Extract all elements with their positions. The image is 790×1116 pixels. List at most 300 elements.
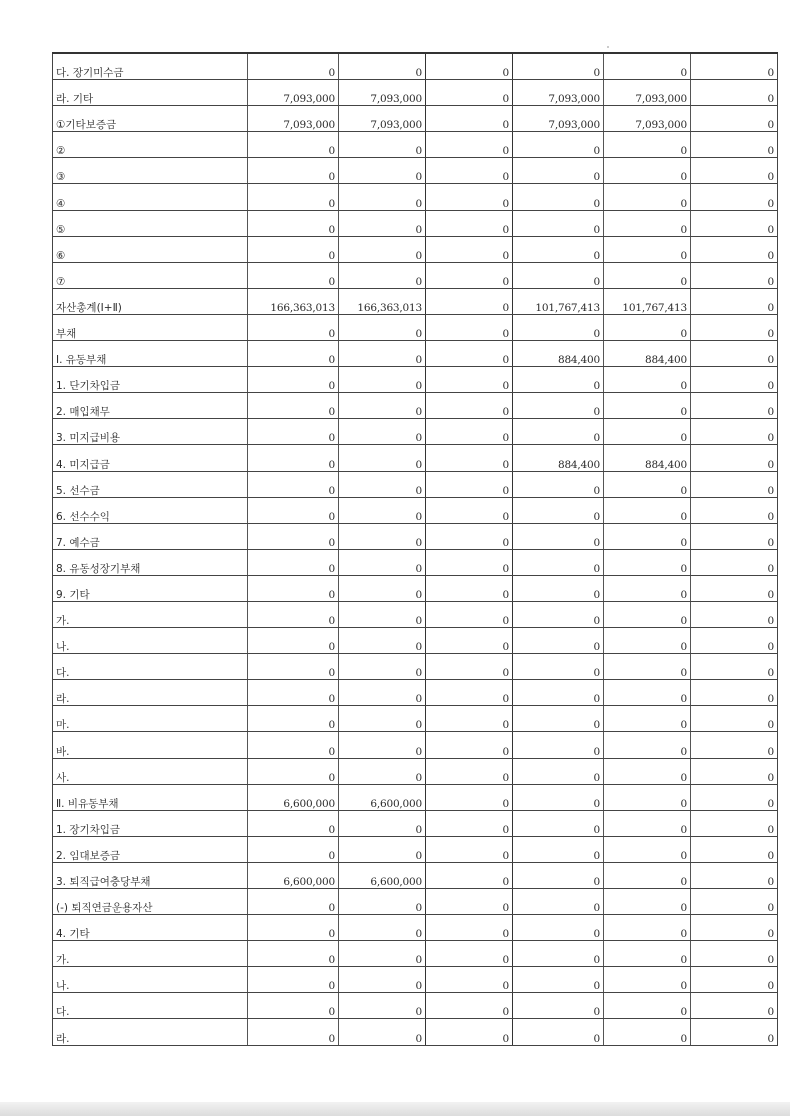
- amount-cell: 7,093,000: [248, 80, 339, 106]
- amount-cell: 0: [248, 419, 339, 445]
- row-label: ④: [53, 184, 248, 210]
- amount-cell: 0: [339, 523, 426, 549]
- amount-cell: 0: [691, 758, 778, 784]
- amount-cell: 0: [691, 1019, 778, 1045]
- amount-cell: 0: [604, 497, 691, 523]
- amount-cell: 0: [339, 341, 426, 367]
- row-label: 자산총계(Ⅰ+Ⅱ): [53, 288, 248, 314]
- table-row: [53, 549, 778, 575]
- table-row: [53, 80, 778, 106]
- amount-cell: 0: [513, 523, 604, 549]
- amount-cell: 0: [248, 732, 339, 758]
- scan-speck: [607, 46, 609, 48]
- amount-cell: 0: [339, 889, 426, 915]
- row-label: 나.: [53, 967, 248, 993]
- amount-cell: 0: [248, 915, 339, 941]
- amount-cell: 7,093,000: [604, 80, 691, 106]
- amount-cell: 0: [604, 262, 691, 288]
- amount-cell: 0: [339, 53, 426, 80]
- table-row: [53, 158, 778, 184]
- amount-cell: 0: [248, 654, 339, 680]
- amount-cell: 0: [339, 314, 426, 340]
- table-row: [53, 53, 778, 80]
- amount-cell: 0: [604, 915, 691, 941]
- row-label: 6. 선수수익: [53, 497, 248, 523]
- table-row: [53, 862, 778, 888]
- table-row: [53, 784, 778, 810]
- amount-cell: 0: [426, 184, 513, 210]
- amount-cell: 0: [426, 497, 513, 523]
- amount-cell: 0: [426, 706, 513, 732]
- amount-cell: 0: [691, 314, 778, 340]
- amount-cell: 0: [513, 210, 604, 236]
- amount-cell: 0: [691, 341, 778, 367]
- amount-cell: 0: [248, 210, 339, 236]
- amount-cell: 0: [513, 1019, 604, 1045]
- amount-cell: 0: [248, 341, 339, 367]
- amount-cell: 0: [248, 680, 339, 706]
- table-row: [53, 628, 778, 654]
- amount-cell: 0: [248, 236, 339, 262]
- amount-cell: 884,400: [604, 341, 691, 367]
- table-row: [53, 341, 778, 367]
- row-label: Ⅰ. 유동부채: [53, 341, 248, 367]
- amount-cell: 0: [513, 758, 604, 784]
- amount-cell: 0: [691, 915, 778, 941]
- table-row: [53, 367, 778, 393]
- amount-cell: 0: [339, 549, 426, 575]
- row-label: ①기타보증금: [53, 106, 248, 132]
- amount-cell: 0: [604, 132, 691, 158]
- row-label: 라. 기타: [53, 80, 248, 106]
- amount-cell: 0: [426, 288, 513, 314]
- amount-cell: 0: [426, 941, 513, 967]
- amount-cell: 0: [248, 810, 339, 836]
- amount-cell: 0: [513, 53, 604, 80]
- amount-cell: 0: [248, 836, 339, 862]
- amount-cell: 0: [248, 471, 339, 497]
- amount-cell: 0: [339, 497, 426, 523]
- table-row: [53, 523, 778, 549]
- amount-cell: 0: [339, 262, 426, 288]
- amount-cell: 0: [604, 471, 691, 497]
- amount-cell: 0: [513, 471, 604, 497]
- amount-cell: 0: [426, 549, 513, 575]
- amount-cell: 0: [426, 53, 513, 80]
- amount-cell: 0: [513, 889, 604, 915]
- amount-cell: 0: [426, 210, 513, 236]
- amount-cell: 0: [691, 628, 778, 654]
- amount-cell: 0: [691, 471, 778, 497]
- amount-cell: 0: [513, 680, 604, 706]
- amount-cell: 0: [691, 993, 778, 1019]
- amount-cell: 0: [604, 53, 691, 80]
- amount-cell: 0: [691, 836, 778, 862]
- amount-cell: 7,093,000: [339, 80, 426, 106]
- amount-cell: 0: [339, 471, 426, 497]
- amount-cell: 0: [691, 862, 778, 888]
- amount-cell: 0: [604, 236, 691, 262]
- table-row: [53, 967, 778, 993]
- amount-cell: 0: [339, 445, 426, 471]
- table-row: [53, 393, 778, 419]
- amount-cell: 0: [604, 210, 691, 236]
- amount-cell: 0: [691, 236, 778, 262]
- amount-cell: 0: [691, 393, 778, 419]
- amount-cell: 0: [604, 367, 691, 393]
- row-label: 라.: [53, 1019, 248, 1045]
- amount-cell: 884,400: [604, 445, 691, 471]
- amount-cell: 0: [339, 575, 426, 601]
- amount-cell: 101,767,413: [513, 288, 604, 314]
- amount-cell: 0: [248, 628, 339, 654]
- table-row: [53, 680, 778, 706]
- table-row: [53, 810, 778, 836]
- amount-cell: 0: [426, 314, 513, 340]
- amount-cell: 0: [513, 549, 604, 575]
- amount-cell: 0: [691, 889, 778, 915]
- amount-cell: 0: [604, 628, 691, 654]
- row-label: 마.: [53, 706, 248, 732]
- amount-cell: 0: [248, 132, 339, 158]
- amount-cell: 0: [604, 654, 691, 680]
- amount-cell: 0: [691, 184, 778, 210]
- amount-cell: 0: [426, 889, 513, 915]
- amount-cell: 0: [691, 80, 778, 106]
- row-label: Ⅱ. 비유동부채: [53, 784, 248, 810]
- table-row: [53, 575, 778, 601]
- table-row: [53, 184, 778, 210]
- amount-cell: 0: [604, 601, 691, 627]
- amount-cell: 0: [691, 575, 778, 601]
- amount-cell: 0: [604, 158, 691, 184]
- amount-cell: 0: [604, 393, 691, 419]
- row-label: 5. 선수금: [53, 471, 248, 497]
- amount-cell: 0: [248, 262, 339, 288]
- amount-cell: 0: [691, 158, 778, 184]
- amount-cell: 6,600,000: [248, 862, 339, 888]
- amount-cell: 7,093,000: [604, 106, 691, 132]
- amount-cell: 0: [339, 210, 426, 236]
- row-label: ②: [53, 132, 248, 158]
- amount-cell: 0: [604, 523, 691, 549]
- row-label: ⑦: [53, 262, 248, 288]
- amount-cell: 0: [339, 810, 426, 836]
- row-label: 3. 미지급비용: [53, 419, 248, 445]
- table-row: [53, 497, 778, 523]
- amount-cell: 0: [248, 575, 339, 601]
- amount-cell: 0: [248, 549, 339, 575]
- amount-cell: 0: [248, 497, 339, 523]
- amount-cell: 166,363,013: [339, 288, 426, 314]
- amount-cell: 0: [604, 993, 691, 1019]
- amount-cell: 0: [339, 732, 426, 758]
- amount-cell: 0: [513, 419, 604, 445]
- amount-cell: 0: [691, 210, 778, 236]
- amount-cell: 0: [248, 158, 339, 184]
- amount-cell: 6,600,000: [248, 784, 339, 810]
- amount-cell: 0: [513, 941, 604, 967]
- table-row: [53, 758, 778, 784]
- amount-cell: 0: [426, 784, 513, 810]
- amount-cell: 0: [604, 758, 691, 784]
- amount-cell: 0: [691, 262, 778, 288]
- amount-cell: 0: [604, 784, 691, 810]
- amount-cell: 0: [426, 654, 513, 680]
- amount-cell: 0: [426, 106, 513, 132]
- amount-cell: 0: [691, 288, 778, 314]
- row-label: 4. 미지급금: [53, 445, 248, 471]
- amount-cell: 0: [691, 445, 778, 471]
- page-bottom-edge: [0, 1102, 790, 1116]
- amount-cell: 0: [513, 236, 604, 262]
- amount-cell: 0: [691, 810, 778, 836]
- amount-cell: 0: [513, 132, 604, 158]
- table-row: [53, 706, 778, 732]
- amount-cell: 0: [426, 262, 513, 288]
- amount-cell: 0: [513, 575, 604, 601]
- amount-cell: 6,600,000: [339, 862, 426, 888]
- amount-cell: 166,363,013: [248, 288, 339, 314]
- amount-cell: 0: [426, 471, 513, 497]
- amount-cell: 0: [604, 419, 691, 445]
- amount-cell: 0: [248, 889, 339, 915]
- row-label: 3. 퇴직급여충당부채: [53, 862, 248, 888]
- amount-cell: 0: [426, 836, 513, 862]
- amount-cell: 0: [248, 601, 339, 627]
- amount-cell: 0: [426, 523, 513, 549]
- table-row: [53, 889, 778, 915]
- amount-cell: 0: [426, 419, 513, 445]
- amount-cell: 0: [691, 601, 778, 627]
- amount-cell: 0: [691, 53, 778, 80]
- balance-sheet-table-body: [53, 53, 778, 1045]
- amount-cell: 0: [339, 367, 426, 393]
- row-label: 1. 장기차입금: [53, 810, 248, 836]
- table-row: [53, 601, 778, 627]
- amount-cell: 0: [339, 158, 426, 184]
- amount-cell: 0: [248, 367, 339, 393]
- table-row: [53, 106, 778, 132]
- amount-cell: 0: [426, 445, 513, 471]
- row-label: 다.: [53, 654, 248, 680]
- amount-cell: 6,600,000: [339, 784, 426, 810]
- amount-cell: 0: [513, 967, 604, 993]
- amount-cell: 0: [426, 393, 513, 419]
- amount-cell: 0: [604, 680, 691, 706]
- table-row: [53, 941, 778, 967]
- row-label: 가.: [53, 941, 248, 967]
- table-row: [53, 314, 778, 340]
- table-row: [53, 419, 778, 445]
- amount-cell: 0: [604, 862, 691, 888]
- amount-cell: 0: [513, 862, 604, 888]
- amount-cell: 0: [248, 706, 339, 732]
- table-row: [53, 210, 778, 236]
- amount-cell: 0: [691, 497, 778, 523]
- row-label: 부채: [53, 314, 248, 340]
- row-label: ⑤: [53, 210, 248, 236]
- table-row: [53, 915, 778, 941]
- row-label: 가.: [53, 601, 248, 627]
- amount-cell: 0: [691, 967, 778, 993]
- amount-cell: 0: [339, 1019, 426, 1045]
- amount-cell: 0: [513, 732, 604, 758]
- row-label: 8. 유동성장기부채: [53, 549, 248, 575]
- table-row: [53, 288, 778, 314]
- amount-cell: 0: [691, 523, 778, 549]
- amount-cell: 884,400: [513, 445, 604, 471]
- amount-cell: 0: [426, 915, 513, 941]
- amount-cell: 0: [691, 680, 778, 706]
- amount-cell: 0: [426, 628, 513, 654]
- amount-cell: 0: [513, 367, 604, 393]
- amount-cell: 0: [426, 367, 513, 393]
- table-row: [53, 836, 778, 862]
- table-row: [53, 132, 778, 158]
- table-row: [53, 262, 778, 288]
- amount-cell: 0: [339, 836, 426, 862]
- amount-cell: 0: [339, 915, 426, 941]
- amount-cell: 0: [513, 706, 604, 732]
- amount-cell: 0: [513, 784, 604, 810]
- row-label: (-) 퇴직연금운용자산: [53, 889, 248, 915]
- amount-cell: 0: [513, 654, 604, 680]
- row-label: 다. 장기미수금: [53, 53, 248, 80]
- amount-cell: 0: [604, 810, 691, 836]
- amount-cell: 0: [691, 706, 778, 732]
- amount-cell: 0: [513, 836, 604, 862]
- amount-cell: 0: [339, 236, 426, 262]
- amount-cell: 0: [426, 810, 513, 836]
- amount-cell: 0: [426, 1019, 513, 1045]
- amount-cell: 884,400: [513, 341, 604, 367]
- amount-cell: 0: [513, 497, 604, 523]
- amount-cell: 0: [339, 941, 426, 967]
- amount-cell: 0: [604, 732, 691, 758]
- amount-cell: 0: [339, 758, 426, 784]
- amount-cell: 0: [426, 236, 513, 262]
- amount-cell: 0: [248, 53, 339, 80]
- amount-cell: 0: [513, 393, 604, 419]
- amount-cell: 0: [339, 132, 426, 158]
- amount-cell: 0: [248, 523, 339, 549]
- amount-cell: 0: [604, 706, 691, 732]
- table-row: [53, 654, 778, 680]
- amount-cell: 7,093,000: [339, 106, 426, 132]
- amount-cell: 0: [339, 601, 426, 627]
- amount-cell: 0: [248, 445, 339, 471]
- row-label: ⑥: [53, 236, 248, 262]
- amount-cell: 7,093,000: [513, 80, 604, 106]
- row-label: 7. 예수금: [53, 523, 248, 549]
- amount-cell: 0: [426, 993, 513, 1019]
- amount-cell: 0: [339, 654, 426, 680]
- amount-cell: 0: [691, 132, 778, 158]
- amount-cell: 0: [248, 941, 339, 967]
- amount-cell: 0: [248, 758, 339, 784]
- row-label: 9. 기타: [53, 575, 248, 601]
- amount-cell: 0: [426, 680, 513, 706]
- amount-cell: 0: [339, 419, 426, 445]
- amount-cell: 0: [339, 706, 426, 732]
- row-label: 사.: [53, 758, 248, 784]
- table-row: [53, 993, 778, 1019]
- table-row: [53, 445, 778, 471]
- amount-cell: 0: [513, 601, 604, 627]
- amount-cell: 7,093,000: [513, 106, 604, 132]
- row-label: 4. 기타: [53, 915, 248, 941]
- amount-cell: 0: [248, 967, 339, 993]
- amount-cell: 0: [248, 993, 339, 1019]
- table-row: [53, 236, 778, 262]
- amount-cell: 0: [248, 1019, 339, 1045]
- amount-cell: 0: [426, 341, 513, 367]
- amount-cell: 0: [426, 80, 513, 106]
- amount-cell: 0: [691, 367, 778, 393]
- amount-cell: 7,093,000: [248, 106, 339, 132]
- amount-cell: 0: [426, 732, 513, 758]
- amount-cell: 0: [513, 262, 604, 288]
- amount-cell: 0: [426, 132, 513, 158]
- amount-cell: 0: [604, 549, 691, 575]
- row-label: 라.: [53, 680, 248, 706]
- amount-cell: 0: [513, 993, 604, 1019]
- amount-cell: 0: [339, 967, 426, 993]
- amount-cell: 0: [339, 628, 426, 654]
- amount-cell: 0: [513, 158, 604, 184]
- amount-cell: 0: [248, 314, 339, 340]
- amount-cell: 0: [426, 758, 513, 784]
- amount-cell: 0: [604, 1019, 691, 1045]
- amount-cell: 0: [691, 784, 778, 810]
- amount-cell: 0: [248, 393, 339, 419]
- amount-cell: 0: [513, 810, 604, 836]
- balance-sheet-table-container: [52, 52, 774, 1046]
- amount-cell: 0: [604, 941, 691, 967]
- amount-cell: 0: [604, 314, 691, 340]
- amount-cell: 0: [339, 184, 426, 210]
- amount-cell: 0: [513, 628, 604, 654]
- amount-cell: 0: [426, 601, 513, 627]
- amount-cell: 0: [426, 967, 513, 993]
- row-label: 바.: [53, 732, 248, 758]
- amount-cell: 0: [426, 575, 513, 601]
- row-label: ③: [53, 158, 248, 184]
- amount-cell: 0: [339, 393, 426, 419]
- amount-cell: 0: [691, 106, 778, 132]
- amount-cell: 101,767,413: [604, 288, 691, 314]
- amount-cell: 0: [513, 184, 604, 210]
- amount-cell: 0: [513, 915, 604, 941]
- row-label: 나.: [53, 628, 248, 654]
- amount-cell: 0: [691, 419, 778, 445]
- amount-cell: 0: [604, 836, 691, 862]
- amount-cell: 0: [604, 575, 691, 601]
- table-row: [53, 471, 778, 497]
- row-label: 2. 매입채무: [53, 393, 248, 419]
- amount-cell: 0: [604, 889, 691, 915]
- balance-sheet-table: [52, 52, 778, 1046]
- amount-cell: 0: [691, 941, 778, 967]
- amount-cell: 0: [248, 184, 339, 210]
- row-label: 2. 임대보증금: [53, 836, 248, 862]
- table-row: [53, 1019, 778, 1045]
- amount-cell: 0: [339, 993, 426, 1019]
- amount-cell: 0: [513, 314, 604, 340]
- amount-cell: 0: [604, 184, 691, 210]
- amount-cell: 0: [339, 680, 426, 706]
